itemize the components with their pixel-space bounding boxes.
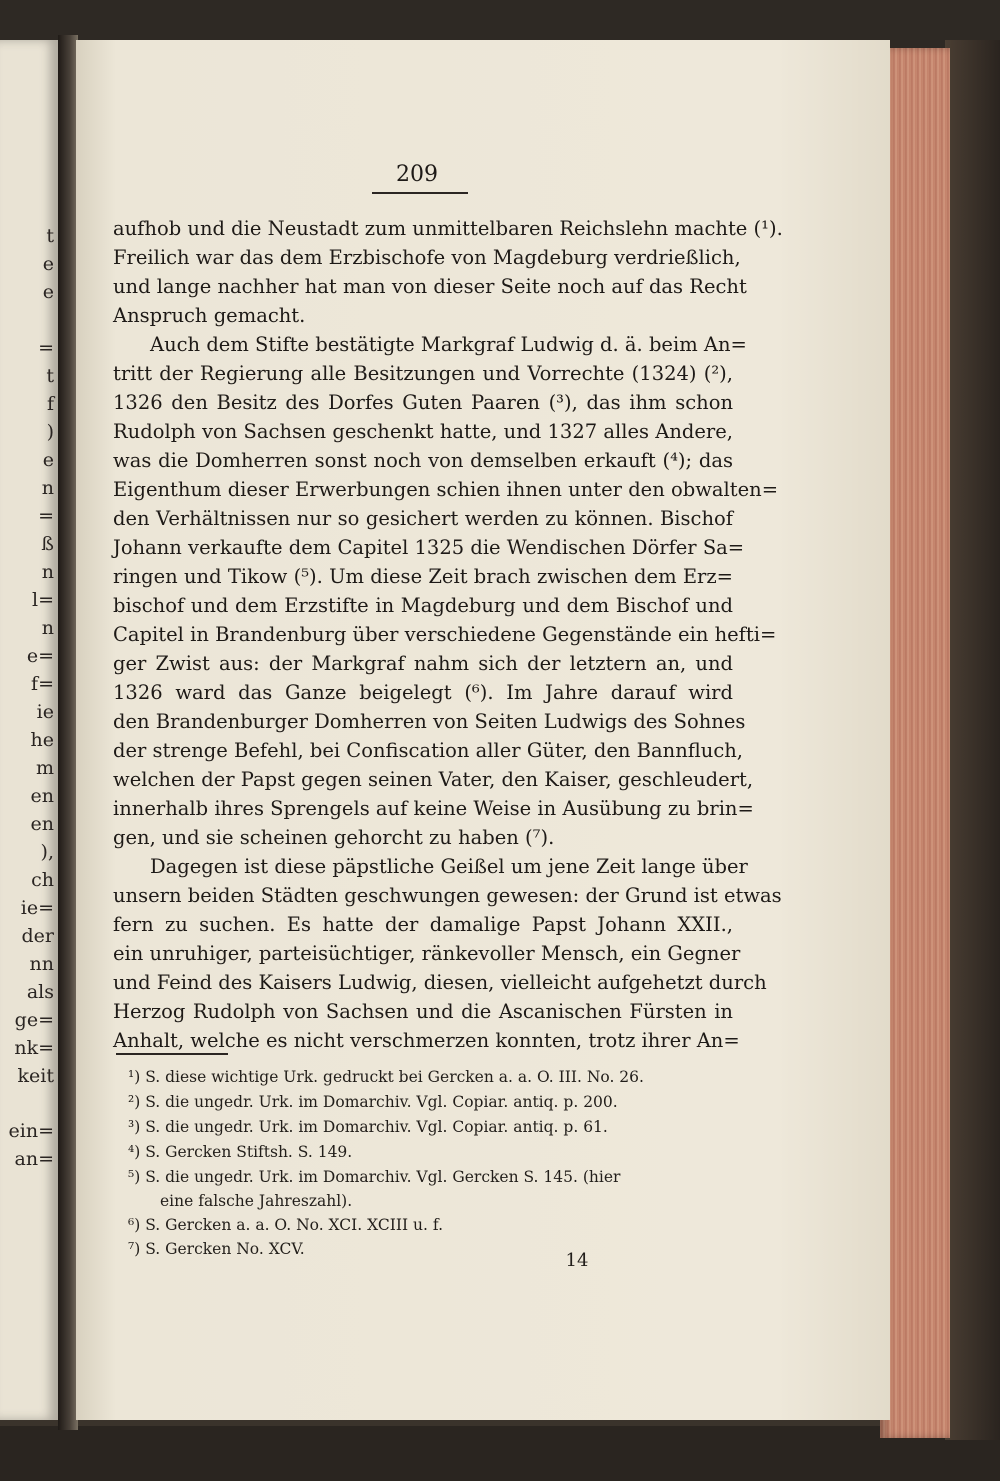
- left-page-fragment: e: [42, 281, 54, 303]
- body-line: den Brandenburger Domherren von Seiten Ludwigs des Sohnes: [113, 710, 746, 733]
- body-line: den Verhältnissen nur so gesichert werden zu können. Bischof: [113, 507, 733, 530]
- footnote-continuation: eine falsche Jahreszahl).: [160, 1192, 353, 1210]
- body-line: Herzog Rudolph von Sachsen und die Ascanischen Fürsten in: [113, 1000, 733, 1023]
- left-page-fragment: nn: [29, 953, 54, 975]
- left-page-fragment: en: [30, 813, 54, 835]
- left-page-fragment: n: [41, 617, 54, 639]
- left-page-fragment: der: [21, 925, 54, 947]
- footnote: ⁴) S. Gercken Stiftsh. S. 149.: [128, 1143, 353, 1161]
- footnote: ¹) S. diese wichtige Urk. gedruckt bei Gercken a. a. O. III. No. 26.: [128, 1068, 644, 1086]
- left-page-fragment: he: [30, 729, 54, 751]
- body-line: Auch dem Stifte bestätigte Markgraf Ludwig d. ä. beim An=: [150, 333, 747, 356]
- body-line: Anspruch gemacht.: [113, 304, 306, 327]
- left-page-fragment: ß: [41, 533, 54, 555]
- footnote-rule: [116, 1053, 228, 1055]
- left-page-fragment: ch: [31, 869, 54, 891]
- body-line: ger Zwist aus: der Markgraf nahm sich der letztern an, und: [113, 652, 733, 675]
- left-page-fragment: an=: [14, 1148, 54, 1170]
- header-rule: [372, 192, 468, 194]
- page-number: 209: [396, 162, 438, 187]
- footnote: ⁷) S. Gercken No. XCV.: [128, 1240, 305, 1258]
- body-line: aufhob und die Neustadt zum unmittelbaren Reichslehn machte (¹).: [113, 217, 783, 240]
- book-cover-edge: [945, 40, 1000, 1440]
- body-line: ein unruhiger, parteisüchtiger, ränkevoller Mensch, ein Gegner: [113, 942, 741, 965]
- body-line: 1326 ward das Ganze beigelegt (⁶). Im Jahre darauf wird: [113, 681, 733, 704]
- body-line: und Feind des Kaisers Ludwig, diesen, vielleicht aufgehetzt durch: [113, 971, 767, 994]
- body-line: und lange nachher hat man von dieser Seite noch auf das Recht: [113, 275, 747, 298]
- left-page-fragment: nk=: [14, 1037, 54, 1059]
- body-line: unsern beiden Städten geschwungen gewesen: der Grund ist etwas: [113, 884, 782, 907]
- left-page-fragment: ie: [36, 701, 54, 723]
- body-line: Eigenthum dieser Erwerbungen schien ihnen unter den obwalten=: [113, 478, 779, 501]
- body-line: Anhalt, welche es nicht verschmerzen konnten, trotz ihrer An=: [113, 1029, 740, 1052]
- left-page-fragment: en: [30, 785, 54, 807]
- body-line: welchen der Papst gegen seinen Vater, den Kaiser, geschleudert,: [113, 768, 754, 791]
- left-page-fragment: n: [41, 477, 54, 499]
- book-gutter: [58, 35, 78, 1430]
- left-page-fragment: m: [35, 757, 54, 779]
- body-line: Johann verkaufte dem Capitel 1325 die Wendischen Dörfer Sa=: [113, 536, 745, 559]
- body-line: bischof und dem Erzstifte in Magdeburg und dem Bischof und: [113, 594, 733, 617]
- left-page-fragment: ),: [40, 841, 54, 863]
- body-line: fern zu suchen. Es hatte der damalige Papst Johann XXII.,: [113, 913, 733, 936]
- left-page-fragment: l=: [32, 589, 54, 611]
- body-line: Rudolph von Sachsen geschenkt hatte, und 1327 alles Andere,: [113, 420, 733, 443]
- left-page-fragment: t: [46, 225, 54, 247]
- left-page-fragment: =: [38, 505, 54, 527]
- left-page-fragment: e: [42, 253, 54, 275]
- body-line: tritt der Regierung alle Besitzungen und Vorrechte (1324) (²),: [113, 362, 733, 385]
- body-line: innerhalb ihres Sprengels auf keine Weise in Ausübung zu brin=: [113, 797, 754, 820]
- footnote: ⁶) S. Gercken a. a. O. No. XCI. XCIII u. f.: [128, 1216, 444, 1234]
- left-page-fragment: t: [46, 365, 54, 387]
- left-page-fragment: ie=: [20, 897, 54, 919]
- body-line: Capitel in Brandenburg über verschiedene Gegenstände ein hefti=: [113, 623, 777, 646]
- left-page-fragment: n: [41, 561, 54, 583]
- body-line: Freilich war das dem Erzbischofe von Magdeburg verdrießlich,: [113, 246, 741, 269]
- left-page-fragment: =: [38, 337, 54, 359]
- footnote: ⁵) S. die ungedr. Urk. im Domarchiv. Vgl. Gercken S. 145. (hier: [128, 1168, 621, 1186]
- left-page-fragment: als: [26, 981, 54, 1003]
- left-page: [0, 40, 58, 1420]
- scan-background-bottom: [0, 1426, 1000, 1481]
- left-page-fragment: ein=: [8, 1120, 54, 1142]
- left-page-fragment: e: [42, 449, 54, 471]
- body-line: 1326 den Besitz des Dorfes Guten Paaren (³), das ihm schon: [113, 391, 733, 414]
- left-page-fragment: f=: [31, 673, 54, 695]
- signature-mark: 14: [565, 1250, 589, 1271]
- left-page-fragment: f: [46, 393, 54, 415]
- body-line: Dagegen ist diese päpstliche Geißel um jene Zeit lange über: [150, 855, 748, 878]
- body-line: was die Domherren sonst noch von demselben erkauft (⁴); das: [113, 449, 733, 472]
- body-line: gen, und sie scheinen gehorcht zu haben (⁷).: [113, 826, 555, 849]
- left-page-fragment: keit: [17, 1065, 54, 1087]
- footnote: ²) S. die ungedr. Urk. im Domarchiv. Vgl. Copiar. antiq. p. 200.: [128, 1093, 618, 1111]
- left-page-fragment: ): [46, 421, 54, 443]
- body-line: ringen und Tikow (⁵). Um diese Zeit brach zwischen dem Erz=: [113, 565, 733, 588]
- left-page-fragment: ge=: [14, 1009, 54, 1031]
- page-edges: [880, 48, 950, 1438]
- left-page-fragment: e=: [26, 645, 54, 667]
- footnote: ³) S. die ungedr. Urk. im Domarchiv. Vgl. Copiar. antiq. p. 61.: [128, 1118, 608, 1136]
- body-line: der strenge Befehl, bei Confiscation aller Güter, den Bannfluch,: [113, 739, 743, 762]
